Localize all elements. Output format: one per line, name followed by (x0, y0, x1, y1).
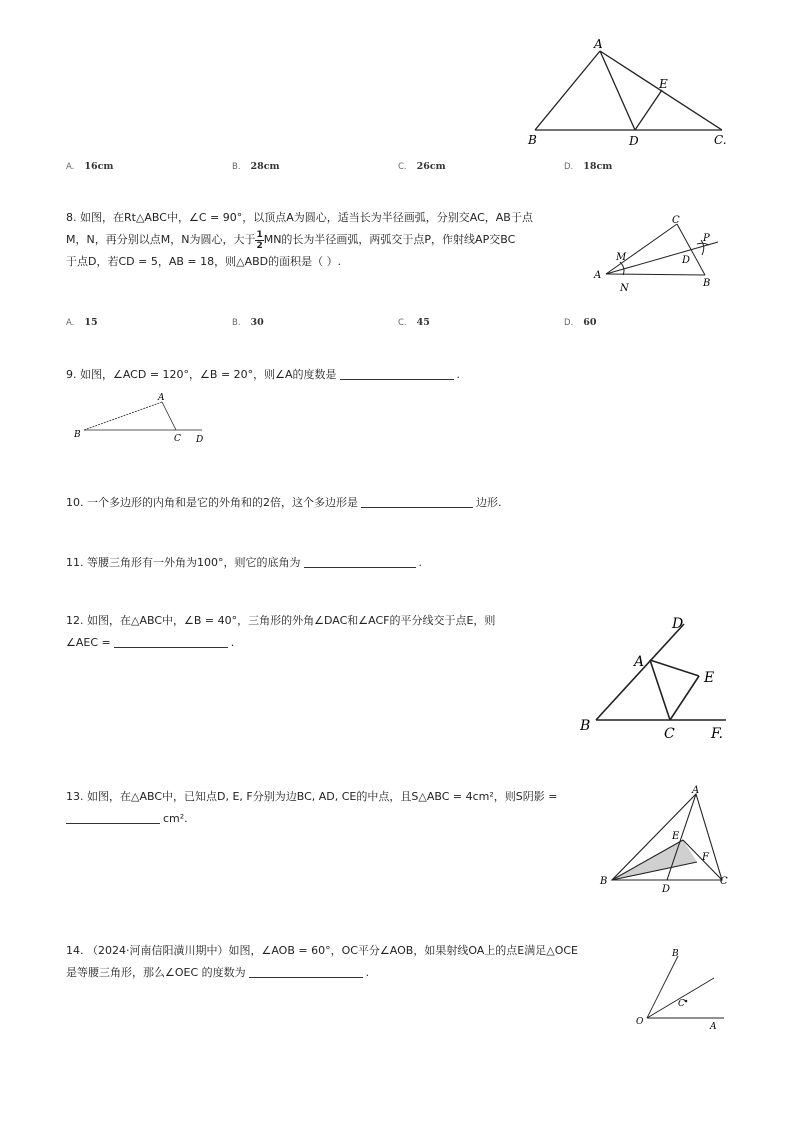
q7-label-d: D (629, 134, 639, 148)
q12-line2-after: . (230, 636, 235, 649)
q10-text-after: 边形. (476, 496, 502, 509)
q8-label-m: M (616, 252, 627, 263)
q13-text (66, 786, 606, 830)
q7-label-a: A (594, 37, 603, 51)
q13-label-d: D (662, 884, 671, 895)
q13-answer-blank[interactable] (66, 811, 160, 824)
option-key: D. (564, 162, 574, 172)
q12-line2-before: ∠AEC = (66, 636, 111, 649)
option-key: A. (66, 318, 75, 328)
option-value: 30 (250, 317, 264, 328)
q13-label-f: F (702, 852, 709, 863)
q9-answer-blank[interactable] (340, 367, 454, 380)
q8-option-b[interactable] (232, 317, 264, 328)
q8-line1: 8. 如图，在Rt△ABC中，∠C = 90°，以顶点A为圆心，适当长为半径画弧，分别交AC，AB于点 (66, 211, 533, 224)
q13-shaded-region (612, 840, 697, 880)
q12-label-b: B (580, 718, 591, 734)
q14-line2-after: . (365, 966, 370, 979)
q9-label-a: A (158, 393, 165, 403)
q9-text-before: 9. 如图，∠ACD = 120°，∠B = 20°，则∠A的度数是 (66, 368, 337, 381)
q10-text-before: 10. 一个多边形的内角和是它的外角和的2倍，这个多边形是 (66, 496, 358, 509)
q14-label-o: O (636, 1017, 644, 1027)
option-value: 60 (583, 317, 597, 328)
option-value: 16cm (84, 161, 114, 172)
q7-figure (520, 36, 740, 152)
q8-line2b: MN的长为半径画弧，两弧交于点P，作射线AP交BC (263, 233, 516, 246)
q9-label-d: D (196, 435, 204, 445)
q12-line2 (66, 632, 566, 654)
option-key: C. (398, 318, 407, 328)
q8-line3: 于点D，若CD = 5，AB = 18，则△ABD的面积是（ ）. (66, 255, 342, 268)
option-value: 45 (416, 317, 430, 328)
q11-text (66, 552, 422, 574)
q7-label-e: E (659, 77, 668, 91)
q14-text (66, 940, 636, 984)
q13-figure (594, 784, 734, 896)
q13-label-c: C (720, 876, 728, 887)
q8-label-c: C (672, 215, 680, 226)
q12-label-a: A (634, 654, 645, 670)
q14-figure (630, 944, 734, 1034)
fraction-numerator: 1 (256, 229, 263, 240)
q9-label-b: B (74, 430, 81, 440)
q7-label-b: B (528, 133, 537, 147)
option-key: D. (564, 318, 574, 328)
q8-option-d[interactable] (564, 317, 596, 328)
q12-label-d: D (672, 616, 684, 632)
q8-option-c[interactable] (398, 317, 430, 328)
q8-label-a: A (594, 270, 602, 281)
q12-figure (574, 610, 734, 744)
q9-figure (70, 388, 210, 446)
q13-line1: 13. 如图，在△ABC中，已知点D, E, F分别为边BC, AD, CE的中点，且S△ABC = 4cm²，则S阴影 = (66, 790, 558, 803)
q8-fraction (255, 230, 263, 251)
q14-answer-blank[interactable] (249, 965, 363, 978)
q14-line2-before: 是等腰三角形，那么∠OEC 的度数为 (66, 966, 246, 979)
q8-option-a[interactable] (66, 317, 98, 328)
q14-line1: 14. （2024·河南信阳潢川期中）如图，∠AOB = 60°，OC平分∠AOB，如果射线OA上的点E满足△OCE (66, 944, 579, 957)
q9-label-c: C (174, 434, 181, 444)
q14-line2 (66, 962, 636, 984)
option-key: A. (66, 162, 75, 172)
option-value: 26cm (416, 161, 446, 172)
q10-text (66, 492, 502, 514)
q11-text-before: 11. 等腰三角形有一外角为100°，则它的底角为 (66, 556, 301, 569)
q7-option-a[interactable] (66, 161, 113, 172)
q7-option-d[interactable] (564, 161, 612, 172)
q13-label-b: B (600, 876, 608, 887)
q7-label-c: C. (714, 133, 727, 147)
q11-text-after: . (418, 556, 422, 569)
option-key: B. (232, 318, 241, 328)
q7-option-c[interactable] (398, 161, 446, 172)
option-value: 28cm (250, 161, 280, 172)
q12-text (66, 610, 566, 654)
q7-option-b[interactable] (232, 161, 280, 172)
q8-label-p: P (703, 233, 710, 244)
q14-label-b: B (672, 949, 679, 959)
q9-text-after: . (456, 368, 461, 381)
q13-line2 (66, 808, 606, 830)
q12-label-f: F. (711, 726, 723, 742)
q8-line2 (66, 229, 586, 251)
q12-label-c: C (664, 726, 675, 742)
q8-label-b: B (703, 278, 711, 289)
q12-answer-blank[interactable] (114, 635, 228, 648)
q12-line1: 12. 如图，在△ABC中，∠B = 40°，三角形的外角∠DAC和∠ACF的平分线交于点E，则 (66, 614, 496, 627)
q8-text (66, 207, 586, 273)
option-key: C. (398, 162, 407, 172)
option-value: 18cm (583, 161, 613, 172)
q14-label-a: A (710, 1022, 717, 1032)
q8-label-d: D (682, 255, 691, 266)
q11-answer-blank[interactable] (304, 555, 416, 568)
q10-answer-blank[interactable] (361, 495, 473, 508)
option-key: B. (232, 162, 241, 172)
q9-text (66, 364, 460, 386)
q13-line2-after: cm². (163, 812, 188, 825)
q12-label-e: E (704, 670, 715, 686)
q14-label-c: C (678, 999, 685, 1009)
q13-label-a: A (692, 785, 700, 796)
q8-line2a: M，N，再分别以点M，N为圆心，大于 (66, 233, 256, 246)
q8-figure (590, 212, 730, 296)
option-value: 15 (84, 317, 98, 328)
fraction-denominator: 2 (256, 240, 263, 251)
q13-label-e: E (672, 831, 680, 842)
q8-label-n: N (620, 283, 629, 294)
